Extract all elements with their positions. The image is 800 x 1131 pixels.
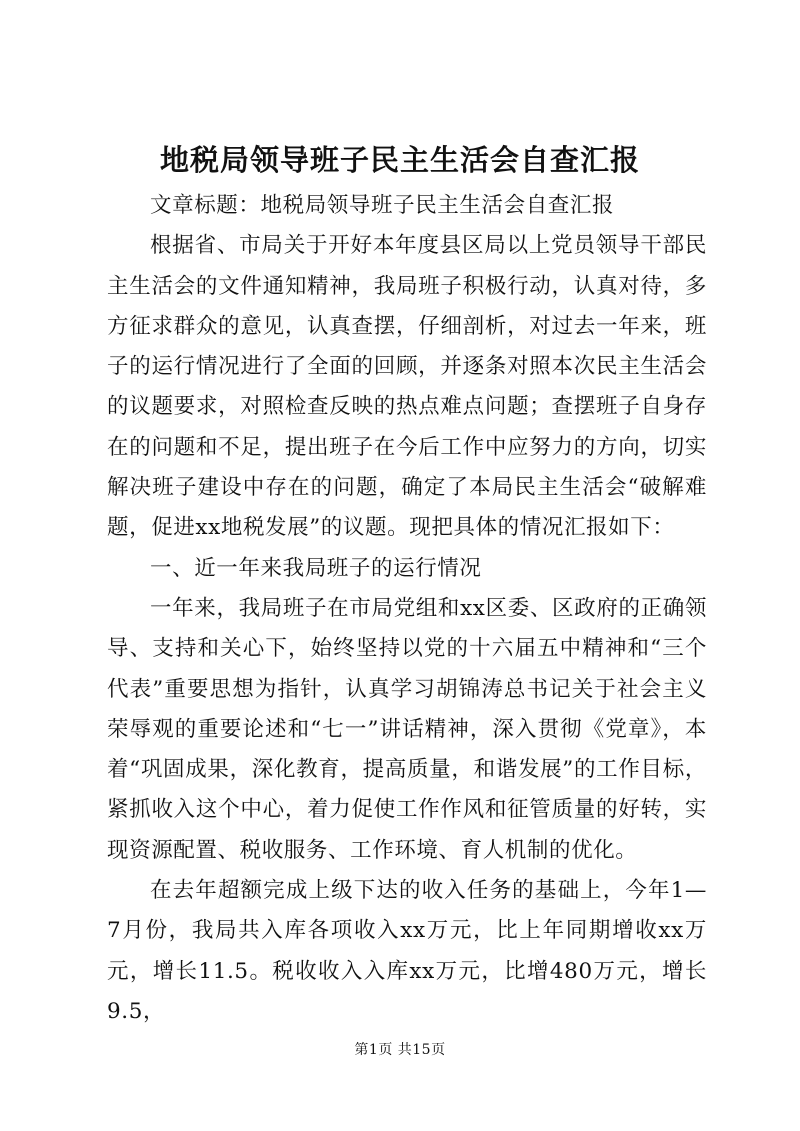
intro-paragraph: 根据省、市局关于开好本年度县区局以上党员领导干部民主生活会的文件通知精神，我局班子积极行动，认真对待，多方征求群众的意见，认真查摆，仔细剖析，对过去一年来，班子的运行情况进行了全面的回顾，并逐条对照本次民主生活会的议题要求，对照检查反映的热点难点问题；查摆班子自身存在的问题和不足，提出班子在今后工作中应努力的方向，切实解决班子建设中存在的问题，确定了本局民主生活会“破解难题，促进xx地税发展”的议题。现把具体的情况汇报如下： <box>107 233 707 541</box>
document-title: 地税局领导班子民主生活会自查汇报 <box>159 143 640 177</box>
section-heading: 一、近一年来我局班子的运行情况 <box>150 555 482 581</box>
page-number-footer: 第1页 共15页 <box>354 1042 446 1058</box>
body-paragraph: 在去年超额完成上级下达的收入任务的基础上，今年1—7月份，我局共入库各项收入xx万元，比上年同期增收xx万元，增长11.5。税收收入入库xx万元，比增480万元，增长9.5， <box>107 878 707 1024</box>
document-body <box>107 186 707 1032</box>
body-paragraph: 一年来，我局班子在市局党组和xx区委、区政府的正确领导、支持和关心下，始终坚持以党的十六届五中精神和“三个代表”重要思想为指针，认真学习胡锦涛总书记关于社会主义荣辱观的重要论述和“七一”讲话精神，深入贯彻《党章》，本着“巩固成果，深化教育，提高质量，和谐发展”的工作目标，紧抓收入这个中心，着力促使工作作风和征管质量的好转，实现资源配置、税收服务、工作环境、育人机制的优化。 <box>107 595 707 863</box>
article-title-line: 文章标题：地税局领导班子民主生活会自查汇报 <box>150 193 615 218</box>
